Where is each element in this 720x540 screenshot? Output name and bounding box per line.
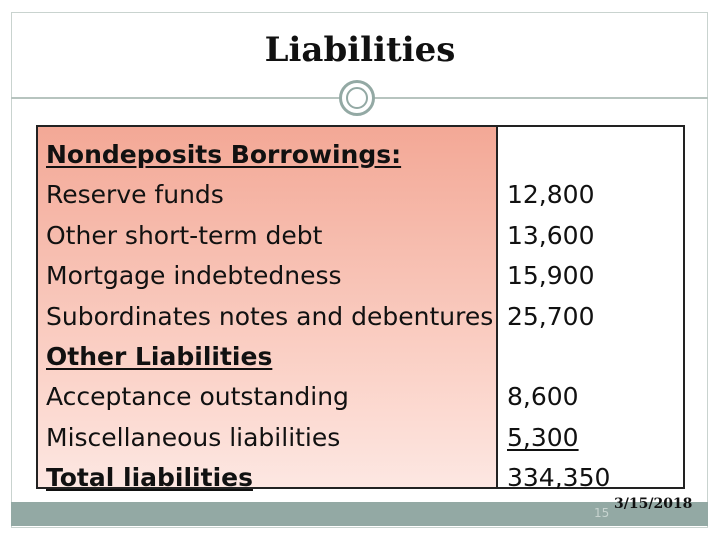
row-label-acceptance: Acceptance outstanding — [46, 382, 349, 412]
row-value-short-term-debt: 13,600 — [507, 220, 595, 250]
row-value-other-heading — [507, 337, 683, 377]
ring-ornament-icon — [339, 80, 375, 116]
row-value-acceptance: 8,600 — [507, 382, 579, 412]
row-label-miscellaneous: Miscellaneous liabilities — [46, 422, 341, 452]
row-label-short-term-debt: Other short-term debt — [46, 220, 323, 250]
row-label-reserve-funds: Reserve funds — [46, 180, 224, 210]
row-label-subordinates: Subordinates notes and debentures — [46, 301, 494, 331]
section-heading-nondeposits: Nondeposits Borrowings: — [46, 140, 402, 169]
label-column — [38, 127, 498, 493]
liabilities-table — [36, 125, 685, 493]
row-value-heading — [507, 135, 683, 175]
row-value-total: 334,350 — [507, 463, 611, 493]
row-value-reserve-funds: 12,800 — [507, 180, 595, 210]
page-number: 15 — [594, 506, 610, 520]
row-label-total: Total liabilities — [46, 463, 253, 493]
row-value-subordinates: 25,700 — [507, 301, 595, 331]
slide-title: Liabilities — [264, 30, 456, 70]
row-label-mortgage: Mortgage indebtedness — [46, 261, 342, 291]
slide-date: 3/15/2018 — [614, 496, 693, 512]
value-column — [498, 127, 683, 493]
section-heading-other-liabilities: Other Liabilities — [46, 341, 273, 371]
row-value-miscellaneous: 5,300 — [507, 422, 579, 452]
row-value-mortgage: 15,900 — [507, 261, 595, 291]
